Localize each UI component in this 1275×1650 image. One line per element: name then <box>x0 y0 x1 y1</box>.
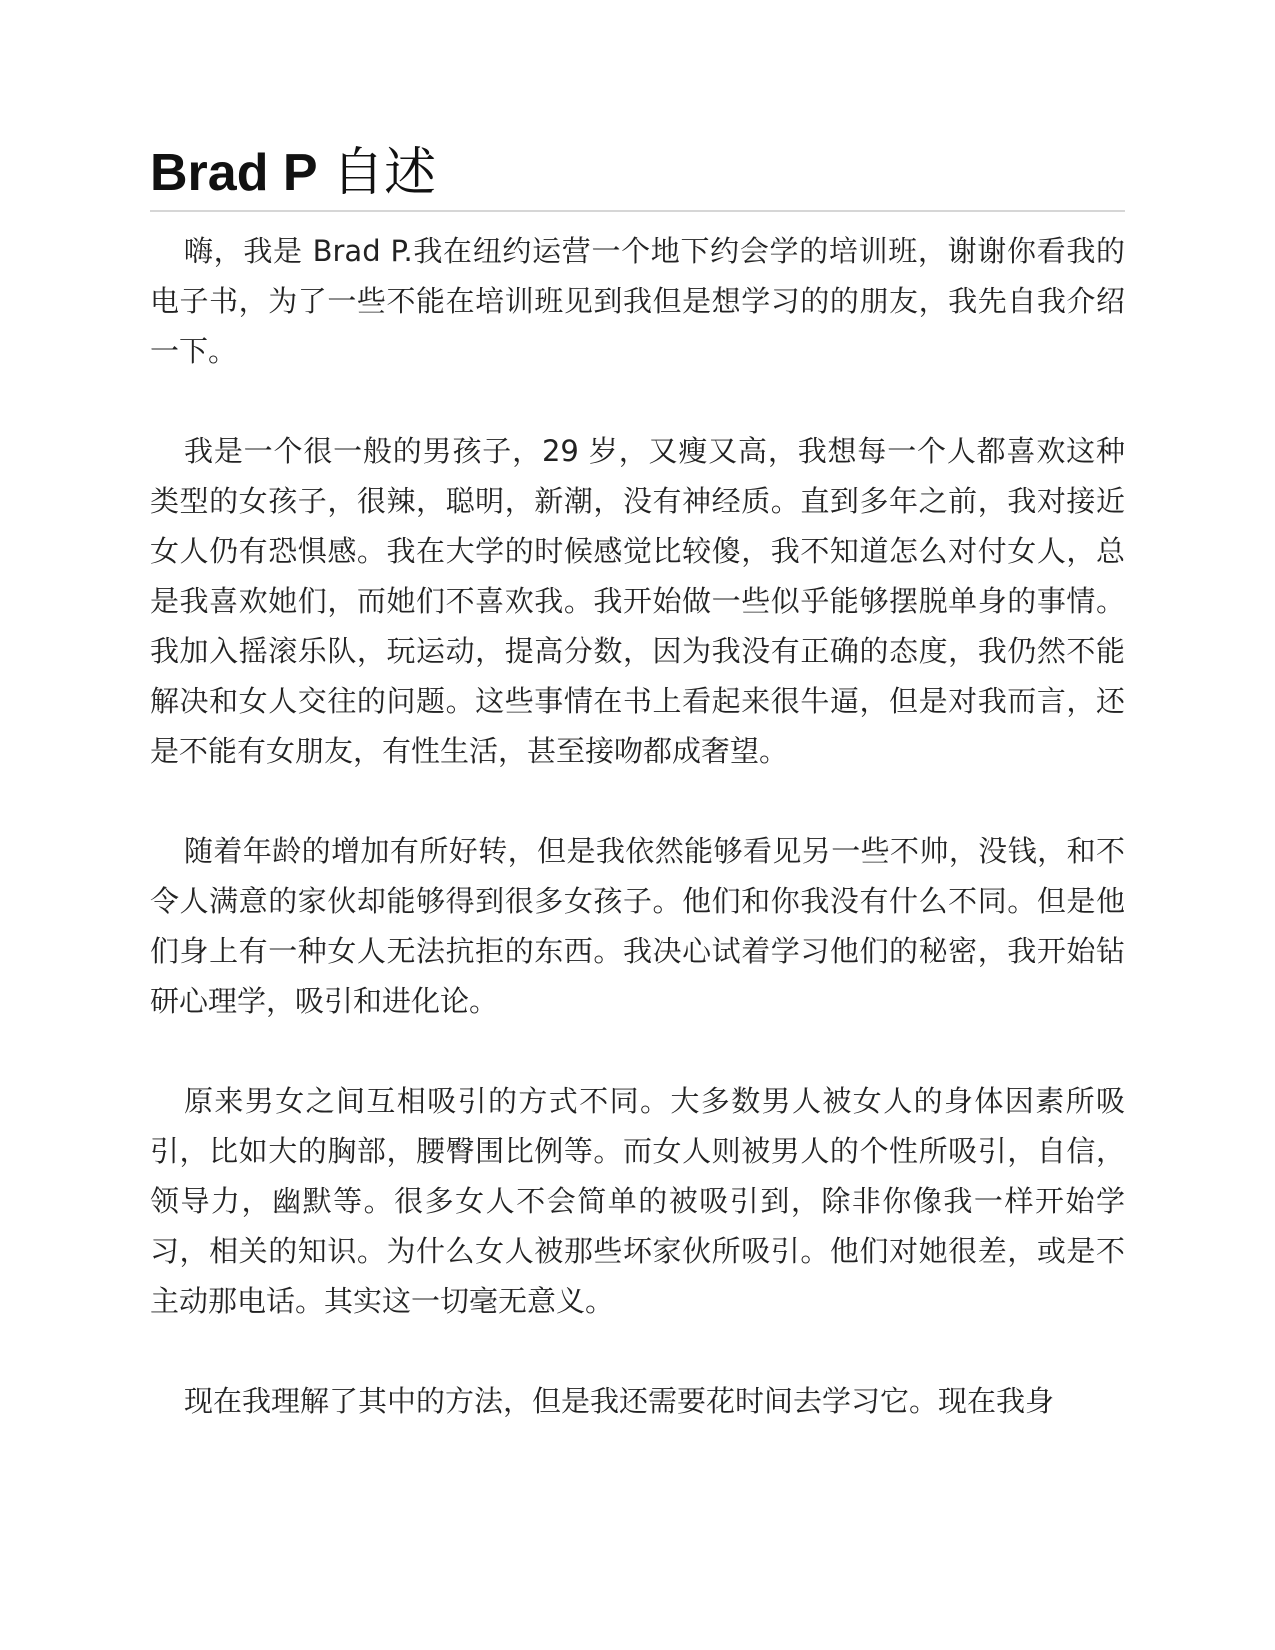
document-page <box>150 140 1125 1476</box>
paragraph-1: 嗨，我是 Brad P.我在纽约运营一个地下约会学的培训班，谢谢你看我的电子书，为了一些不能在培训班见到我但是想学习的的朋友，我先自我介绍一下。 <box>150 234 1125 368</box>
paragraph-3: 随着年龄的增加有所好转，但是我依然能够看见另一些不帅，没钱，和不令人满意的家伙却能够得到很多女孩子。他们和你我没有什么不同。但是他们身上有一种女人无法抗拒的东西。我决心试着学习他们的秘密，我开始钻研心理学，吸引和进化论。 <box>150 834 1125 1018</box>
title-suffix: 自述 <box>332 144 437 202</box>
paragraph-2: 我是一个很一般的男孩子，29 岁，又瘦又高，我想每一个人都喜欢这种类型的女孩子，很辣，聪明，新潮，没有神经质。直到多年之前，我对接近女人仍有恐惧感。我在大学的时候感觉比较傻，我不知道怎么对付女人，总是我喜欢她们，而她们不喜欢我。我开始做一些似乎能够摆脱单身的事情。我加入摇滚乐队，玩运动，提高分数，因为我没有正确的态度，我仍然不能解决和女人交往的问题。这些事情在书上看起来很牛逼，但是对我而言，还是不能有女朋友，有性生活，甚至接吻都成奢望。 <box>150 434 1125 768</box>
body-text <box>150 226 1125 1426</box>
paragraph-4: 原来男女之间互相吸引的方式不同。大多数男人被女人的身体因素所吸引，比如大的胸部，腰臀围比例等。而女人则被男人的个性所吸引，自信，领导力，幽默等。很多女人不会简单的被吸引到，除非你像我一样开始学习，相关的知识。为什么女人被那些坏家伙所吸引。他们对她很差，或是不主动那电话。其实这一切毫无意义。 <box>150 1084 1125 1318</box>
page-title <box>150 140 1125 212</box>
title-name: Brad P <box>150 144 318 202</box>
paragraph-5: 现在我理解了其中的方法，但是我还需要花时间去学习它。现在我身 <box>184 1384 1055 1418</box>
